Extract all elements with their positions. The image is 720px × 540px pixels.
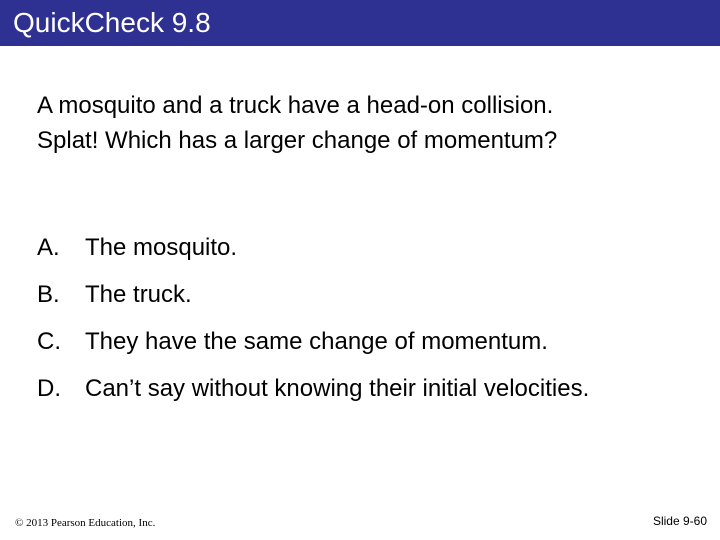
option-a-text: The mosquito. <box>85 234 238 261</box>
slide-title: QuickCheck 9.8 <box>13 7 211 38</box>
option-b-text: The truck. <box>85 281 192 308</box>
option-d <box>37 374 589 404</box>
option-c-letter: C. <box>37 328 61 355</box>
option-b <box>37 280 192 310</box>
copyright-notice: © 2013 Pearson Education, Inc. <box>15 517 156 529</box>
option-c-text: They have the same change of momentum. <box>85 328 548 355</box>
option-a <box>37 233 237 263</box>
option-b-letter: B. <box>37 281 60 308</box>
question-text <box>37 88 557 158</box>
question-line-2: Splat! Which has a larger change of momentum? <box>37 127 558 154</box>
question-line-1: A mosquito and a truck have a head-on collision. <box>37 92 554 119</box>
option-d-text: Can’t say without knowing their initial velocities. <box>85 375 590 402</box>
option-c <box>37 327 548 357</box>
slide-number: Slide 9-60 <box>652 514 707 528</box>
option-d-letter: D. <box>37 375 61 402</box>
option-a-letter: A. <box>37 234 60 261</box>
title-bar <box>0 0 720 46</box>
